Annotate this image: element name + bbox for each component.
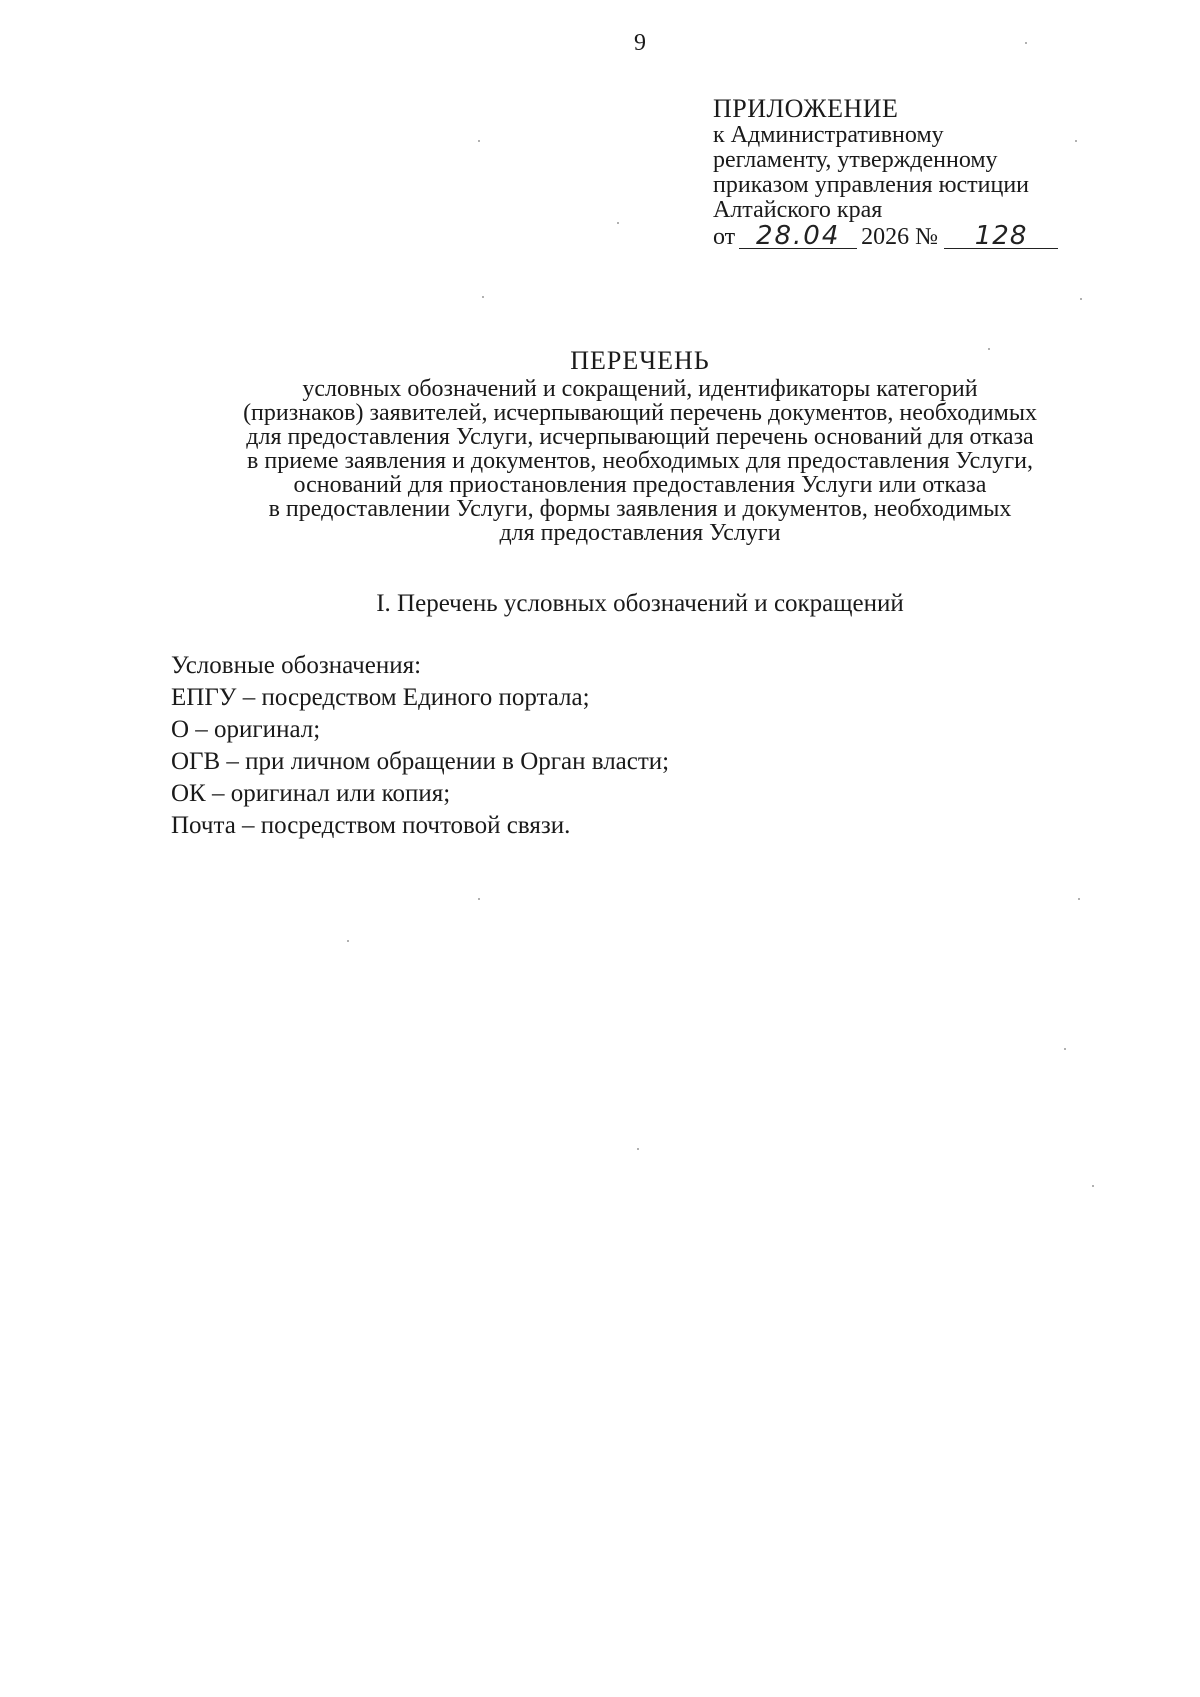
title-line: оснований для приостановления предоставления Услуги или отказа	[293, 472, 987, 498]
scan-speck	[1080, 298, 1082, 300]
section-heading: I. Перечень условных обозначений и сокращений	[376, 590, 904, 617]
legend-item: ОГВ – при личном обращении в Орган власти;	[171, 748, 670, 775]
title-line: (признаков) заявителей, исчерпывающий перечень документов, необходимых	[243, 400, 1037, 426]
approval-line: приказом управления юстиции	[713, 172, 1030, 198]
title-line: в приеме заявления и документов, необходимых для предоставления Услуги,	[247, 448, 1033, 474]
approval-block	[713, 96, 1058, 250]
scan-speck	[482, 296, 484, 298]
scan-speck	[347, 940, 349, 942]
legend-item: О – оригинал;	[171, 716, 321, 743]
legend-intro: Условные обозначения:	[171, 652, 422, 679]
scan-speck	[478, 898, 480, 900]
legend-item: Почта – посредством почтовой связи.	[171, 812, 571, 839]
approval-line: к Административному	[713, 122, 944, 148]
document-title: ПЕРЕЧЕНЬ	[570, 346, 710, 375]
handwritten-number: 128	[944, 224, 1058, 249]
scan-speck	[1025, 42, 1027, 44]
title-line: в предоставлении Услуги, формы заявления и документов, необходимых	[268, 496, 1012, 522]
scan-speck	[988, 348, 990, 350]
scan-speck	[1078, 898, 1080, 900]
date-number-line	[713, 221, 1058, 251]
title-block	[150, 346, 1130, 546]
scan-speck	[637, 1148, 639, 1150]
number-sign: №	[915, 224, 939, 250]
title-line: для предоставления Услуги	[499, 520, 781, 546]
legend-list	[171, 650, 669, 842]
title-line: для предоставления Услуги, исчерпывающий перечень оснований для отказа	[246, 424, 1034, 450]
legend-item: ОК – оригинал или копия;	[171, 780, 451, 807]
year: 2026	[861, 224, 910, 250]
approval-line: Алтайского края	[713, 197, 883, 223]
scan-speck	[1075, 140, 1077, 142]
handwritten-date: 28.04	[739, 224, 857, 249]
approval-line: регламенту, утвержденному	[713, 147, 998, 173]
legend-item: ЕПГУ – посредством Единого портала;	[171, 684, 590, 711]
title-line: условных обозначений и сокращений, идентификаторы категорий	[302, 376, 978, 402]
appendix-heading: ПРИЛОЖЕНИЕ	[713, 94, 899, 123]
date-prefix: от	[713, 224, 736, 250]
scan-speck	[478, 140, 480, 142]
scan-speck	[1064, 1048, 1066, 1050]
scan-speck	[617, 222, 619, 224]
scan-speck	[1092, 1185, 1094, 1187]
page-number: 9	[634, 30, 646, 56]
